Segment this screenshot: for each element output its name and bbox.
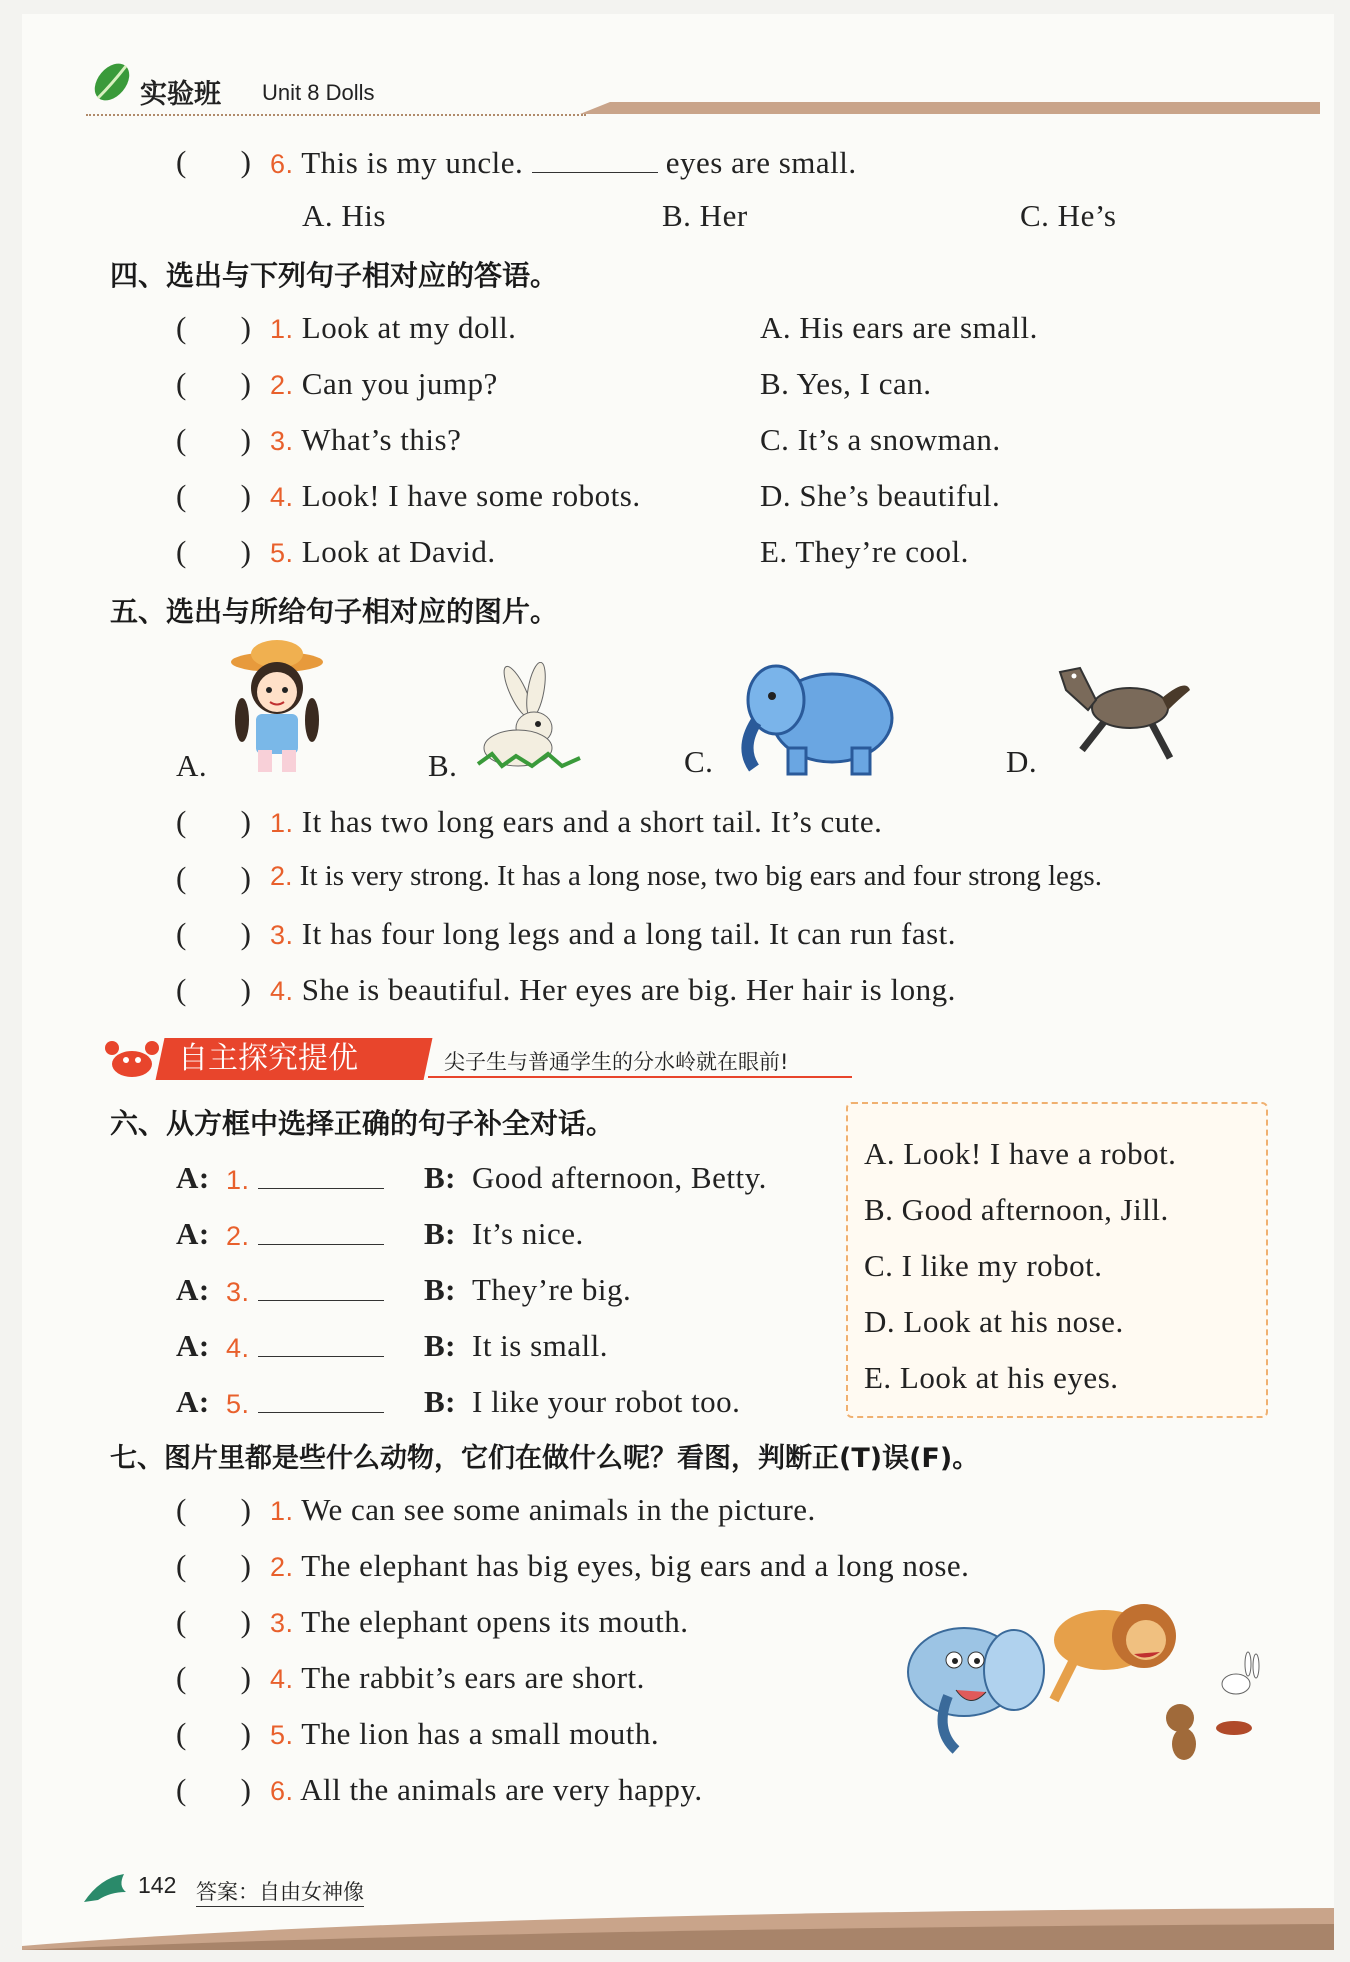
- answer-parens[interactable]: ( ): [176, 144, 251, 179]
- sec4-item: 4. Look! I have some robots.: [270, 478, 641, 513]
- sec7-item: 5. The lion has a small mouth.: [270, 1716, 660, 1751]
- footer-answer: 答案：自由女神像: [196, 1876, 364, 1907]
- rabbit-picture: [472, 662, 588, 772]
- section-4-title: 四、选出与下列句子相对应的答语。: [110, 259, 559, 292]
- dialog-blank[interactable]: 1.: [226, 1160, 384, 1197]
- answer-parens[interactable]: ( ): [176, 1604, 251, 1639]
- speaker-b: B:: [424, 1384, 456, 1419]
- banner-slogan: 尖子生与普通学生的分水岭就在眼前!: [444, 1050, 789, 1074]
- question-6: 6. This is my uncle. eyes are small.: [270, 145, 857, 180]
- answer-parens[interactable]: ( ): [176, 310, 251, 345]
- sec7-item: 3. The elephant opens its mouth.: [270, 1604, 689, 1639]
- header-dotted-rule: [86, 114, 586, 116]
- horse-picture: [1052, 650, 1194, 772]
- answer-parens[interactable]: ( ): [176, 478, 251, 513]
- answer-parens[interactable]: ( ): [176, 366, 251, 401]
- girl-picture: [222, 640, 332, 780]
- sec7-item: 2. The elephant has big eyes, big ears and a long nose.: [270, 1548, 970, 1583]
- banner-label: 自主探究提优: [178, 1041, 358, 1076]
- box-option: D. Look at his nose.: [864, 1304, 1124, 1339]
- sec4-item: 1. Look at my doll.: [270, 310, 517, 345]
- option-c: C. He’s: [1020, 198, 1117, 233]
- option-a: A. His: [302, 198, 386, 233]
- speaker-a: A:: [176, 1160, 210, 1195]
- answer-parens[interactable]: ( ): [176, 1492, 251, 1527]
- sec7-item: 1. We can see some animals in the picture.: [270, 1492, 816, 1527]
- leaf-logo-icon: [88, 56, 138, 106]
- animals-scene-picture: [884, 1600, 1274, 1780]
- unit-title: Unit 8 Dolls: [262, 80, 375, 105]
- answer-parens[interactable]: ( ): [176, 534, 251, 569]
- answer-parens[interactable]: ( ): [176, 916, 251, 951]
- page-number: 142: [138, 1872, 177, 1898]
- box-option: E. Look at his eyes.: [864, 1360, 1119, 1395]
- dialog-blank[interactable]: 3.: [226, 1272, 384, 1309]
- option-b: B. Her: [662, 198, 748, 233]
- section-7-title: 七、图片里都是些什么动物，它们在做什么呢？看图，判断正(T)误(F)。: [110, 1443, 980, 1474]
- fill-blank[interactable]: [532, 144, 658, 173]
- answer-parens[interactable]: ( ): [176, 804, 251, 839]
- dialog-blank[interactable]: 4.: [226, 1328, 384, 1365]
- dialog-blank[interactable]: 5.: [226, 1384, 384, 1421]
- pic-label-b: B.: [428, 748, 458, 783]
- crab-icon: [104, 1036, 160, 1082]
- speaker-b: B:: [424, 1216, 456, 1251]
- sec5-item: 1. It has two long ears and a short tail. It’s cute.: [270, 804, 883, 839]
- speaker-a: A:: [176, 1216, 210, 1251]
- sec4-answer: D. She’s beautiful.: [760, 478, 1001, 513]
- elephant-picture: [732, 652, 912, 780]
- speaker-b: B:: [424, 1328, 456, 1363]
- sec7-item: 6. All the animals are very happy.: [270, 1772, 703, 1807]
- speaker-a: A:: [176, 1328, 210, 1363]
- answer-parens[interactable]: ( ): [176, 422, 251, 457]
- sec5-item: 2. It is very strong. It has a long nose, two big ears and four strong legs.: [270, 860, 1102, 892]
- pic-label-d: D.: [1006, 744, 1038, 779]
- answer-parens[interactable]: ( ): [176, 1772, 251, 1807]
- sec4-answer: B. Yes, I can.: [760, 366, 932, 401]
- header-stripe: [580, 98, 1320, 118]
- sec4-item: 2. Can you jump?: [270, 366, 498, 401]
- banner-rule: [428, 1076, 852, 1078]
- section-5-title: 五、选出与所给句子相对应的图片。: [110, 595, 559, 628]
- sec4-answer: C. It’s a snowman.: [760, 422, 1001, 457]
- sec4-item: 3. What’s this?: [270, 422, 462, 457]
- footer-wave: [22, 1906, 1334, 1950]
- sec5-item: 4. She is beautiful. Her eyes are big. Her hair is long.: [270, 972, 956, 1007]
- speaker-b: B:: [424, 1160, 456, 1195]
- answer-parens[interactable]: ( ): [176, 1548, 251, 1583]
- dialog-blank[interactable]: 2.: [226, 1216, 384, 1253]
- box-option: C. I like my robot.: [864, 1248, 1103, 1283]
- answer-parens[interactable]: ( ): [176, 860, 251, 895]
- answer-parens[interactable]: ( ): [176, 1716, 251, 1751]
- pic-label-c: C.: [684, 744, 714, 779]
- dialog-reply: Good afternoon, Betty.: [472, 1160, 767, 1195]
- box-option: B. Good afternoon, Jill.: [864, 1192, 1169, 1227]
- box-option: A. Look! I have a robot.: [864, 1136, 1177, 1171]
- answer-parens[interactable]: ( ): [176, 1660, 251, 1695]
- section-6-title: 六、从方框中选择正确的句子补全对话。: [110, 1107, 615, 1140]
- sec4-item: 5. Look at David.: [270, 534, 496, 569]
- dolphin-icon: [80, 1868, 130, 1908]
- dialog-reply: I like your robot too.: [472, 1384, 741, 1419]
- speaker-a: A:: [176, 1384, 210, 1419]
- dialog-reply: It’s nice.: [472, 1216, 584, 1251]
- sec7-item: 4. The rabbit’s ears are short.: [270, 1660, 645, 1695]
- sec5-item: 3. It has four long legs and a long tail. It can run fast.: [270, 916, 957, 951]
- speaker-a: A:: [176, 1272, 210, 1307]
- answer-parens[interactable]: ( ): [176, 972, 251, 1007]
- dialog-reply: They’re big.: [472, 1272, 632, 1307]
- sec4-answer: A. His ears are small.: [760, 310, 1038, 345]
- series-title: 实验班: [140, 79, 221, 110]
- pic-label-a: A.: [176, 748, 208, 783]
- dialog-reply: It is small.: [472, 1328, 609, 1363]
- speaker-b: B:: [424, 1272, 456, 1307]
- sec4-answer: E. They’re cool.: [760, 534, 969, 569]
